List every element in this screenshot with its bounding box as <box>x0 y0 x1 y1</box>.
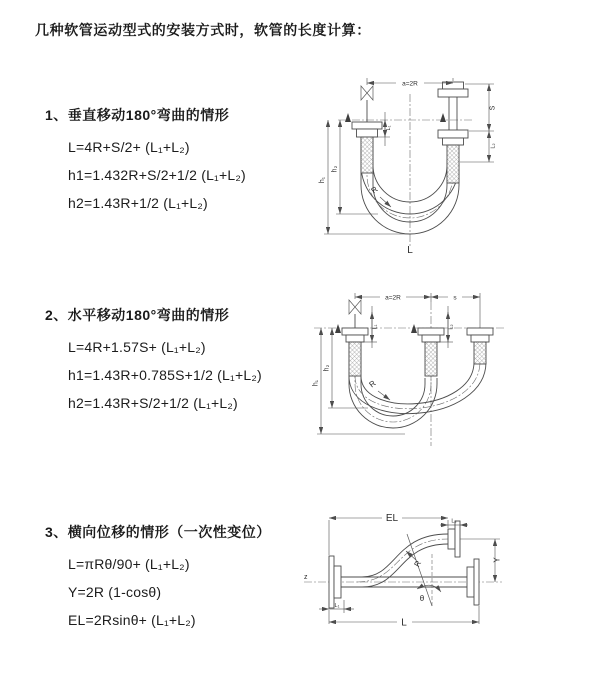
right-pipe-end-shifted <box>467 328 493 364</box>
centerline-marker: z <box>304 574 308 581</box>
formula-y: Y=2R (1-cosθ) <box>68 584 162 600</box>
upper-right-flange <box>448 518 460 557</box>
dim-label-h1: h₁ <box>319 176 326 184</box>
dim-label-l: L <box>401 617 407 629</box>
section-2-heading: 2、水平移动180°弯曲的情形 <box>45 307 230 323</box>
dim-label-h2: h₂ <box>323 364 331 372</box>
section-horizontal-movement <box>45 305 262 423</box>
dimension-y <box>460 539 502 582</box>
formula-h1: h1=1.43R+0.785S+1/2 (L₁+L₂) <box>68 367 262 383</box>
formula-length: L=4R+1.57S+ (L₁+L₂) <box>68 339 206 355</box>
dim-label-el: EL <box>385 513 399 524</box>
angle-label: θ <box>419 594 425 603</box>
flange-plate-lower <box>438 130 468 138</box>
dim-label-s: S <box>489 105 497 111</box>
middle-pipe-end <box>418 328 444 376</box>
dimension-top-span <box>355 293 480 328</box>
dim-label-l2: L₂ <box>451 518 457 525</box>
dimension-l <box>329 606 479 629</box>
formula-length: L=πRθ/90+ (L₁+L₂) <box>68 556 190 572</box>
movement-arrow-icon <box>440 113 446 122</box>
flange-plate <box>438 89 468 97</box>
diagram-lateral-displacement <box>302 504 512 639</box>
dim-label-s: s <box>453 294 457 302</box>
braided-hose-section <box>447 145 459 183</box>
hose-displaced-position <box>357 534 448 587</box>
dimension-fitting-right <box>440 519 468 526</box>
dim-label-l2: L₂ <box>490 143 497 149</box>
section-lateral-displacement <box>45 522 271 640</box>
page-title: 几种软管运动型式的安装方式时，软管的长度计算： <box>35 22 371 38</box>
radius-label: R <box>367 378 378 390</box>
radius-leader <box>367 379 390 400</box>
section-3-heading: 3、横向位移的情形（一次性变位） <box>45 524 271 540</box>
radius-label: R <box>412 558 424 569</box>
left-pipe-valve-end <box>342 300 368 376</box>
formula-h2: h2=1.43R+S/2+1/2 (L₁+L₂) <box>68 395 238 411</box>
dim-label-h2: h₂ <box>331 165 339 173</box>
flange-hub-lower <box>443 138 464 145</box>
flange-hub <box>357 129 378 137</box>
section-vertical-movement <box>45 105 246 223</box>
diagram-horizontal-180-bend <box>310 286 535 456</box>
dim-label-l1: L₁ <box>372 324 379 330</box>
lower-right-flange <box>467 559 479 605</box>
left-pipe-valve-end <box>352 86 382 173</box>
dimension-fittings <box>361 306 455 348</box>
flange-plate <box>352 122 382 129</box>
dim-label-y: Y <box>492 557 502 563</box>
valve-icon <box>349 300 355 314</box>
section-1-heading: 1、垂直移动180°弯曲的情形 <box>45 107 230 123</box>
formula-h1: h1=1.432R+S/2+1/2 (L₁+L₂) <box>68 167 246 183</box>
dim-label-l2: L₂ <box>448 324 455 330</box>
movement-arrow-icon <box>335 324 341 333</box>
right-pipe-end <box>438 82 468 183</box>
left-flange <box>329 556 341 608</box>
dim-label-a2r: a=2R <box>402 80 418 88</box>
length-label: L <box>407 245 413 256</box>
dim-label-l1: L₁ <box>386 125 392 131</box>
dim-label-a2r: a=2R <box>385 294 401 302</box>
formula-h2: h2=1.43R+1/2 (L₁+L₂) <box>68 195 208 211</box>
dim-label-l1: L₁ <box>334 603 340 609</box>
dimension-top-span <box>367 78 453 88</box>
braided-hose-section <box>474 342 486 364</box>
braided-hose-section <box>361 137 373 173</box>
formula-length: L=4R+S/2+ (L₁+L₂) <box>68 139 190 155</box>
dim-label-h1: h₁ <box>312 379 320 387</box>
diagram-vertical-180-bend <box>312 70 527 258</box>
dimension-fitting-left <box>319 600 354 613</box>
braided-hose-section <box>425 342 437 376</box>
formula-el: EL=2Rsinθ+ (L₁+L₂) <box>68 612 196 628</box>
movement-arrow-icon <box>345 113 351 122</box>
valve-icon <box>361 86 367 100</box>
braided-hose-section <box>349 342 361 376</box>
movement-arrow-icon <box>411 324 417 333</box>
dimension-el <box>329 513 448 555</box>
radius-label: R <box>369 184 380 196</box>
